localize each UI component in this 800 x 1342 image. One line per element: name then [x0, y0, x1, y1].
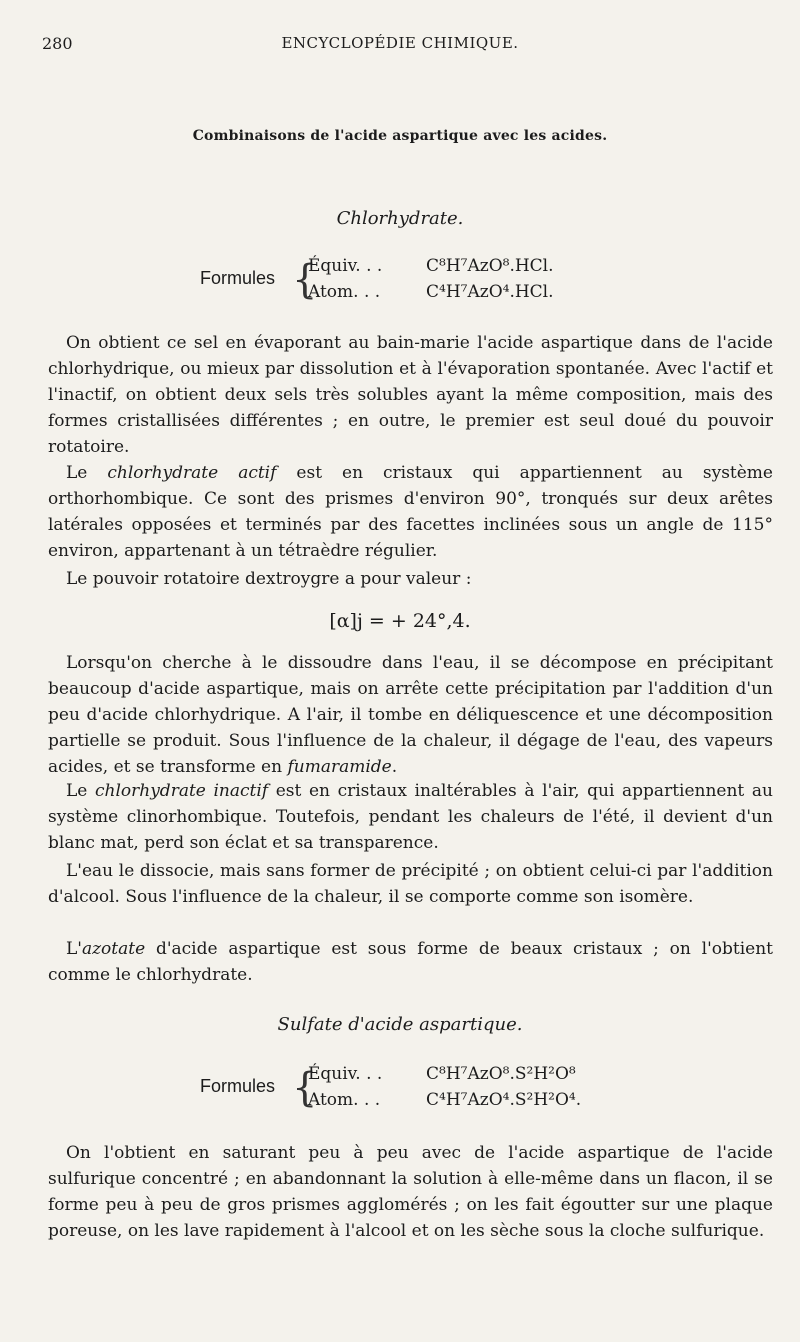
atom-label: Atom. . .	[308, 1090, 381, 1110]
paragraph-chlorhydrate-inactif	[48, 778, 773, 856]
sulfate-formulas	[200, 1062, 650, 1118]
atom-row	[308, 282, 554, 308]
page-number: 280	[42, 34, 73, 53]
equiv-row	[308, 1064, 576, 1090]
rotation-formula: [α]j = + 24°,4.	[329, 610, 471, 632]
paragraph-azotate	[48, 936, 773, 988]
atom-formula: C⁴H⁷AzO⁴.HCl.	[426, 282, 554, 302]
atom-row	[308, 1090, 581, 1116]
chlorhydrate-formulas	[200, 254, 650, 310]
paragraph-dissolution	[48, 650, 773, 780]
paragraph-chlorhydrate-actif	[48, 460, 773, 564]
term-azotate: azotate	[81, 939, 146, 959]
paragraph-preparation: On obtient ce sel en évaporant au bain-marie l'acide aspartique dans de l'acide chlorhydrique, ou mieux par dissolution et à l'évaporation spontanée. Avec l'actif et l'inactif, on obtient deux sels très solubles ayant la même composition, mais des formes cristallisées différentes ; en outre, le premier est seul doué du pouvoir rotatoire.	[48, 333, 773, 457]
formulas-label: Formules	[200, 1076, 276, 1096]
journal-title: ENCYCLOPÉDIE CHIMIQUE.	[281, 34, 519, 52]
equiv-row	[308, 256, 554, 282]
equiv-label: Équiv. . .	[308, 1064, 383, 1084]
text-run: Le	[66, 781, 95, 801]
paragraph-sulfate-preparation: On l'obtient en saturant peu à peu avec de l'acide aspartique de l'acide sulfurique concentré ; en abandonnant la solution à elle-même dans un flacon, il se forme peu à peu de gros prismes agglomérés ; on les fait égoutter sur une plaque poreuse, on les lave rapidement à l'alcool et on les sèche sous la cloche sulfurique.	[48, 1143, 773, 1241]
formulas-label: Formules	[200, 268, 276, 288]
equiv-label: Équiv. . .	[308, 256, 383, 276]
text-run: .	[391, 757, 398, 777]
running-header	[0, 34, 800, 58]
text-run: est en cristaux qui appartiennent au système orthorhombique. Ce sont des prismes d'environ 90°, tronqués sur deux arêtes latérales opposées et terminés par des facettes inclinées sous un angle de 115° environ, appartenant à un tétraèdre régulier.	[48, 463, 773, 561]
term-chlorhydrate-actif: chlorhydrate actif	[107, 463, 277, 483]
text-run: est en cristaux inaltérables à l'air, qui appartiennent au système clinorhombique. Toutefois, pendant les chaleurs de l'été, il devient d'un blanc mat, perd son éclat et sa transparence.	[48, 781, 773, 853]
equiv-formula: C⁸H⁷AzO⁸.HCl.	[426, 256, 554, 276]
text-run: L'	[66, 939, 82, 959]
term-fumaramide: fumaramide	[287, 757, 392, 777]
equiv-formula: C⁸H⁷AzO⁸.S²H²O⁸	[426, 1064, 576, 1084]
brace-icon: {	[292, 1065, 318, 1111]
text-run: Lorsqu'on cherche à le dissoudre dans l'eau, il se décompose en précipitant beaucoup d'acide aspartique, mais on arrête cette précipitation par l'addition d'un peu d'acide chlorhydrique. A l'air, il tombe en déliquescence et une décomposition partielle se produit. Sous l'influence de la chaleur, il dégage de l'eau, des vapeurs acides, et se transforme en	[48, 653, 773, 777]
section-title: Combinaisons de l'acide aspartique avec les acides.	[192, 128, 608, 144]
text-run: Le	[66, 463, 108, 483]
atom-label: Atom. . .	[308, 282, 381, 302]
atom-formula: C⁴H⁷AzO⁴.S²H²O⁴.	[426, 1090, 582, 1110]
chlorhydrate-title: Chlorhydrate.	[336, 208, 464, 229]
paragraph-dissociation: L'eau le dissocie, mais sans former de précipité ; on obtient celui-ci par l'addition d'alcool. Sous l'influence de la chaleur, il se comporte comme son isomère.	[48, 861, 773, 907]
sulfate-title: Sulfate d'acide aspartique.	[277, 1014, 523, 1035]
text-run: d'acide aspartique est sous forme de beaux cristaux ; on l'obtient comme le chlorhydrate.	[48, 939, 773, 985]
term-chlorhydrate-inactif: chlorhydrate inactif	[94, 781, 269, 801]
paragraph-rotation: Le pouvoir rotatoire dextroygre a pour valeur :	[66, 569, 472, 589]
brace-icon: {	[292, 257, 318, 303]
